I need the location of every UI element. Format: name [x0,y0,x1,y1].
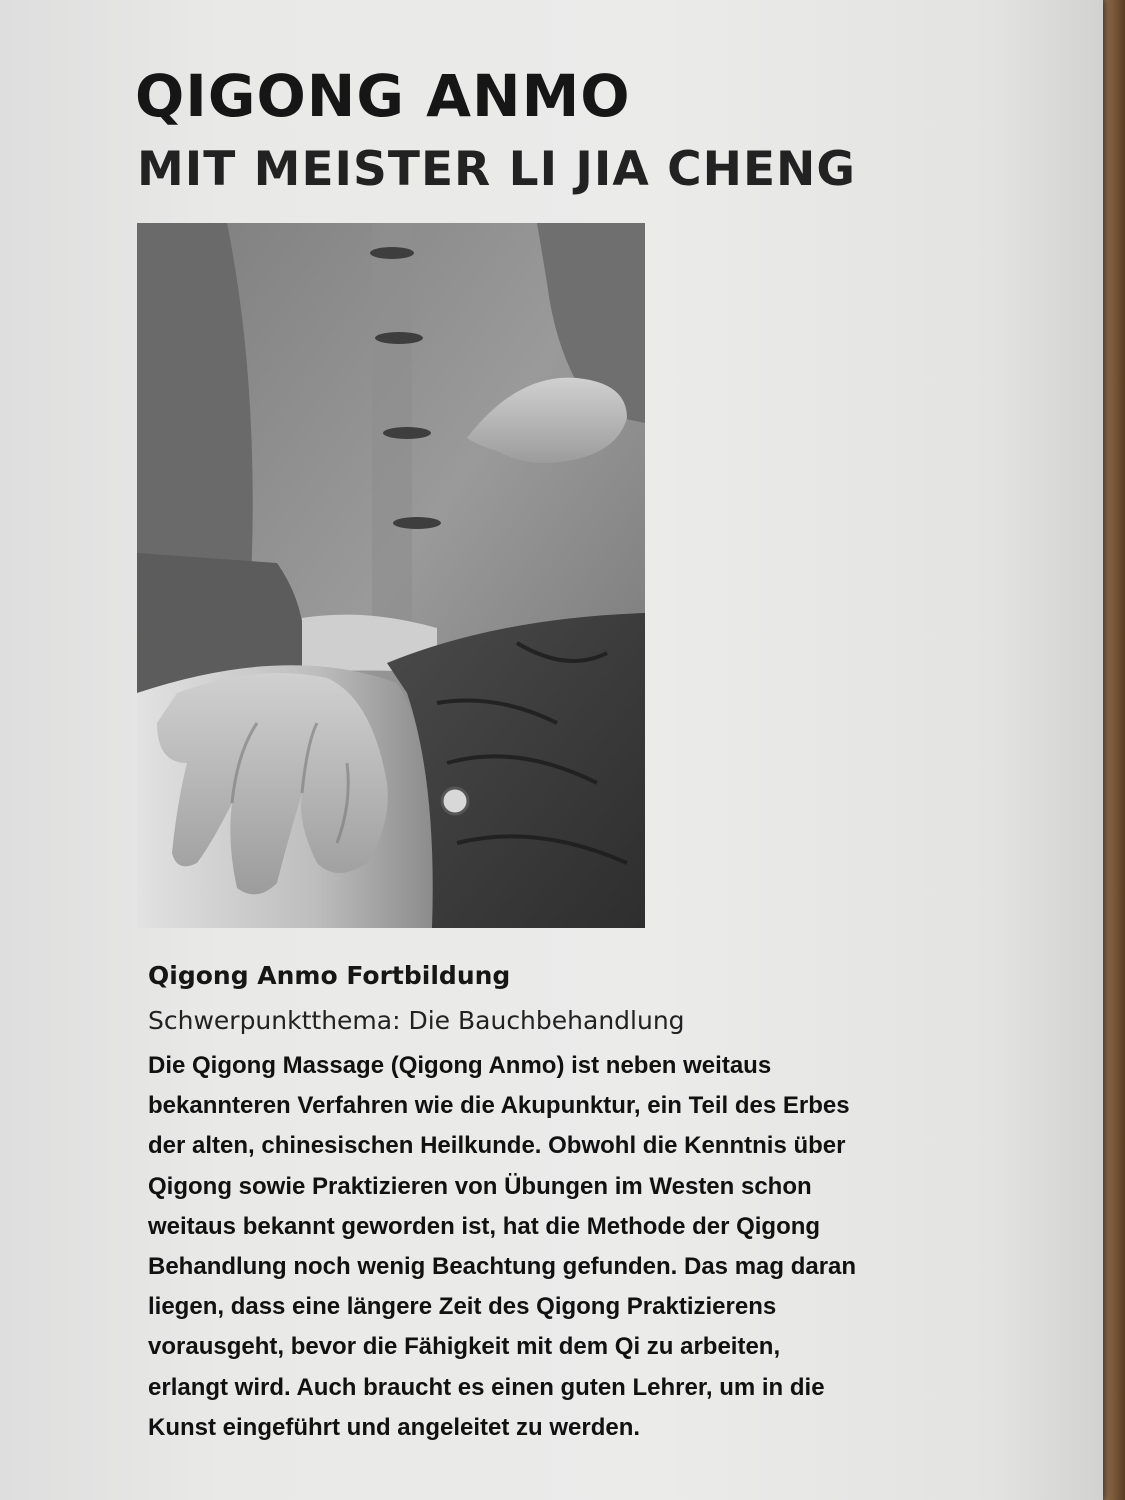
qigong-massage-photo [137,223,645,928]
description-line: erlangt wird. Auch braucht es einen guten Lehrer, um in die [148,1373,825,1401]
description-line: weitaus bekannt geworden ist, hat die Methode der Qigong [148,1212,821,1240]
description-paragraph [148,1046,968,1448]
description-line: vorausgeht, bevor die Fähigkeit mit dem Qi zu arbeiten, [148,1333,781,1361]
page-subtitle: MIT MEISTER LI JIA CHENG [137,142,856,197]
photo-illustration [137,223,645,928]
description-line: liegen, dass eine längere Zeit des Qigong Praktizierens [148,1293,777,1321]
description-line: der alten, chinesischen Heilkunde. Obwohl die Kenntnis über [148,1132,846,1160]
description-line: Kunst eingeführt und angeleitet zu werden. [148,1413,641,1441]
course-title: Qigong Anmo Fortbildung [148,961,511,990]
description-line: Qigong sowie Praktizieren von Übungen im Westen schon [148,1172,812,1200]
description-line: Behandlung noch wenig Beachtung gefunden. Das mag daran [148,1252,857,1280]
page-title: QIGONG ANMO [135,62,631,130]
description-line: Die Qigong Massage (Qigong Anmo) ist neben weitaus [148,1052,772,1079]
course-topic: Schwerpunktthema: Die Bauchbehandlung [148,1006,685,1035]
description-line: bekannteren Verfahren wie die Akupunktur, ein Teil des Erbes [148,1092,850,1120]
